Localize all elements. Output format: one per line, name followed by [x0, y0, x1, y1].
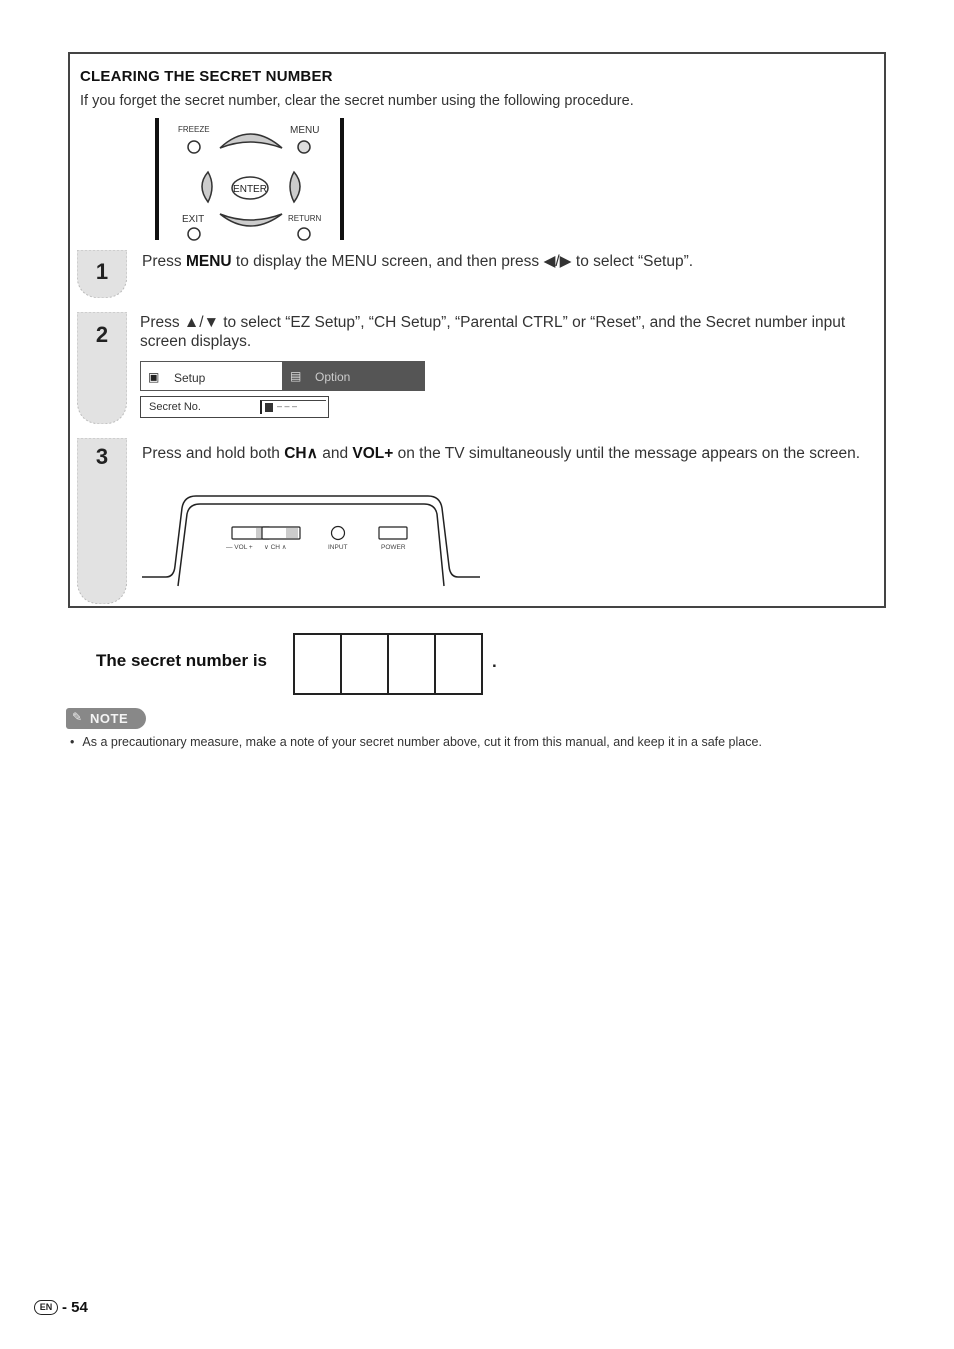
bullet-icon: • [70, 735, 75, 749]
return-button [298, 228, 310, 240]
cursor-block [265, 403, 273, 412]
secret-number-boxes[interactable] [293, 633, 483, 695]
remote-control-illustration [150, 114, 350, 244]
step-1-text: Press MENU to display the MENU screen, and then press ◀/▶ to select “Setup”. [142, 253, 694, 270]
step-2-text: Press ▲/▼ to select “EZ Setup”, “CH Setup”, “Parental CTRL” or “Reset”, and the Secret number input screen displays. [140, 314, 846, 350]
svg-text:1: 1 [95, 259, 109, 284]
freeze-button [188, 141, 200, 153]
exit-button [188, 228, 200, 240]
vol-label: — VOL + [226, 544, 253, 551]
step-3-badge [77, 438, 127, 604]
step-2-badge [77, 312, 127, 424]
option-icon: ▤ [290, 369, 302, 383]
step-1-badge [77, 250, 127, 298]
section-heading: CLEARING THE SECRET NUMBER [80, 68, 333, 85]
exit-label: EXIT [182, 214, 205, 225]
setup-tab [140, 361, 283, 391]
input-button [332, 527, 345, 540]
setup-icon: ▣ [148, 370, 160, 384]
setup-tab-label: Setup [174, 371, 206, 385]
tv-panel-illustration [138, 494, 483, 594]
power-label: POWER [381, 544, 406, 551]
up-arrow-icon [220, 134, 282, 148]
svg-text:3: 3 [95, 444, 109, 469]
note-badge-label: NOTE [90, 711, 129, 726]
language-badge: EN [34, 1300, 58, 1315]
note-item [70, 735, 910, 749]
secret-digit-box-1[interactable] [295, 635, 342, 693]
option-tab-label: Option [315, 370, 351, 384]
power-button [379, 527, 407, 539]
right-arrow-icon [290, 172, 300, 202]
page-number: - 54 [62, 1299, 88, 1316]
menu-button [298, 141, 310, 153]
secret-no-field [140, 396, 329, 418]
secret-number-period: . [492, 652, 497, 671]
down-arrow-icon [220, 214, 282, 226]
note-text: As a precautionary measure, make a note of your secret number above, cut it from this manual, and keep it in a safe place. [82, 735, 762, 749]
secret-no-digits: – – – [277, 401, 298, 411]
step-3-text: Press and hold both CH∧ and VOL+ on the TV simultaneously until the message appears on the screen. [142, 445, 861, 462]
note-badge [66, 708, 146, 729]
secret-digit-box-3[interactable] [389, 635, 436, 693]
svg-text:2: 2 [95, 322, 109, 347]
menu-label: MENU [290, 125, 320, 136]
left-arrow-icon [202, 172, 212, 202]
pencil-icon: ✎ [72, 710, 83, 724]
freeze-label: FREEZE [178, 125, 210, 134]
input-label: INPUT [328, 544, 348, 551]
section-intro: If you forget the secret number, clear the secret number using the following procedure. [80, 93, 634, 109]
secret-digit-box-2[interactable] [342, 635, 389, 693]
return-label: RETURN [288, 214, 322, 223]
ch-label: ∨ CH ∧ [264, 544, 287, 551]
secret-digit-box-4[interactable] [436, 635, 481, 693]
secret-number-label: The secret number is [96, 651, 268, 670]
option-tab [283, 361, 425, 391]
enter-label: ENTER [233, 184, 267, 195]
secret-no-label: Secret No. [149, 401, 201, 413]
